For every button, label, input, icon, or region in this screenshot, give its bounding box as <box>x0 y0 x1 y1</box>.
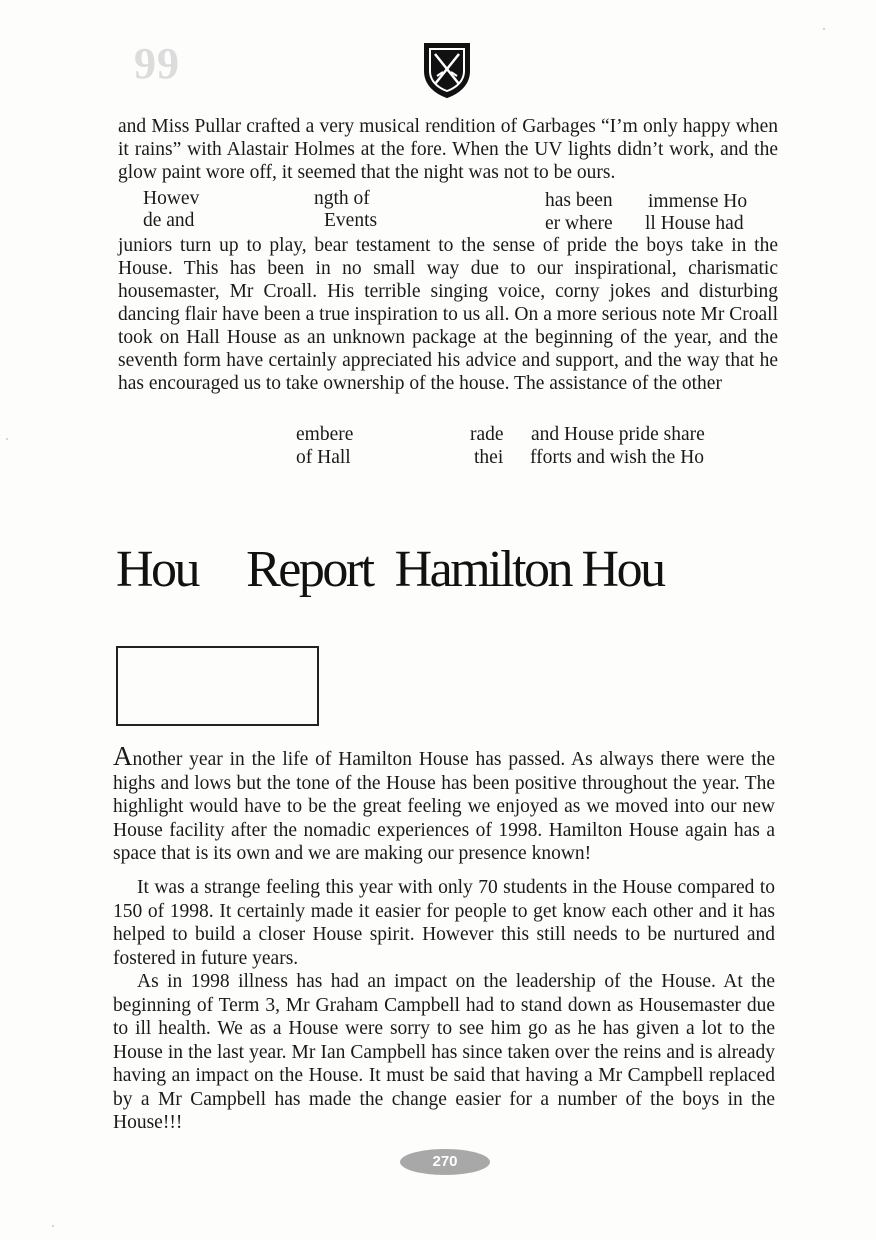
fragment-text: Events <box>324 210 378 231</box>
scan-speck <box>52 1225 54 1227</box>
title-word: Report <box>246 541 373 598</box>
school-crest-icon <box>422 41 472 99</box>
report-paragraph-1-text: nother year in the life of Hamilton House has passed. As always there were the highs and lows but the tone of the House has been positive throughout the year. The highlight would have to be the great feeling we enjoyed as we moved into our new House facility after the nomadic experiences of 1998. Hamilton House again has a space that is its own and we are making our presence known! <box>113 749 775 864</box>
scan-speck <box>6 438 8 440</box>
fragment-text: of Hall <box>296 447 351 468</box>
top-paragraph-2: juniors turn up to play, bear testament to the sense of pride the boys take in the House. This has been in no small way due to our inspirational, charismatic housemaster, Mr Croall. His terrible singing voice, corny jokes and disturbing dancing flair have been a true inspiration to us all. On a more serious note Mr Croall took on Hall House as an unknown package at the beginning of the year, and the seventh form have certainly appreciated his advice and support, and the way that he has encouraged us to take ownership of the house. The assistance of the other <box>118 235 778 394</box>
title-word: Hamilton Hou <box>394 541 664 598</box>
fragment-text: ll House had <box>645 213 744 234</box>
title-word: Hou <box>116 541 199 598</box>
fragment-text: ngth of <box>314 188 370 209</box>
fragment-text: thei <box>474 447 504 468</box>
fragment-text: embere <box>296 424 354 445</box>
fragment-text: Howev <box>143 188 200 209</box>
top-paragraph-1: and Miss Pullar crafted a very musical rendition of Garbages “I’m only happy when it rains” with Alastair Holmes at the fore. When the UV lights didn’t work, and the glow paint wore off, it seemed that the night was not to be ours. <box>118 116 778 183</box>
page-number-badge: 270 <box>400 1149 490 1175</box>
fragment-text: de and <box>143 210 195 231</box>
fragment-text: immense Ho <box>648 191 748 212</box>
fragment-text: er where <box>545 213 613 234</box>
scan-speck <box>823 28 825 30</box>
report-paragraph-2: It was a strange feeling this year with only 70 students in the House compared to 150 of 1998. It certainly made it easier for people to get know each other and it has helped to build a closer House spirit. However this still needs to be nurtured and fostered in future years. <box>113 877 775 969</box>
drop-cap: A <box>113 741 133 771</box>
header-year: 99 <box>134 39 180 88</box>
fragment-text: fforts and wish the Ho <box>530 447 705 468</box>
report-title <box>116 540 664 599</box>
report-paragraph-3: As in 1998 illness has had an impact on the leadership of the House. At the beginning of Term 3, Mr Graham Campbell had to stand down as Housemaster due to ill health. We as a House were sorry to see him go as he has given a lot to the House in the last year. Mr Ian Campbell has since taken over the reins and is already having an impact on the House. It must be said that having a Mr Campbell replaced by a Mr Campbell has made the change easier for a number of the boys in the House!!! <box>113 971 775 1133</box>
fragment-text: and House pride share <box>531 424 705 445</box>
report-paragraph-1 <box>113 741 775 866</box>
fragment-text: rade <box>470 424 504 445</box>
photo-placeholder-frame <box>116 646 319 726</box>
header-faint-mark <box>128 38 180 89</box>
fragment-text: has been <box>545 190 613 211</box>
